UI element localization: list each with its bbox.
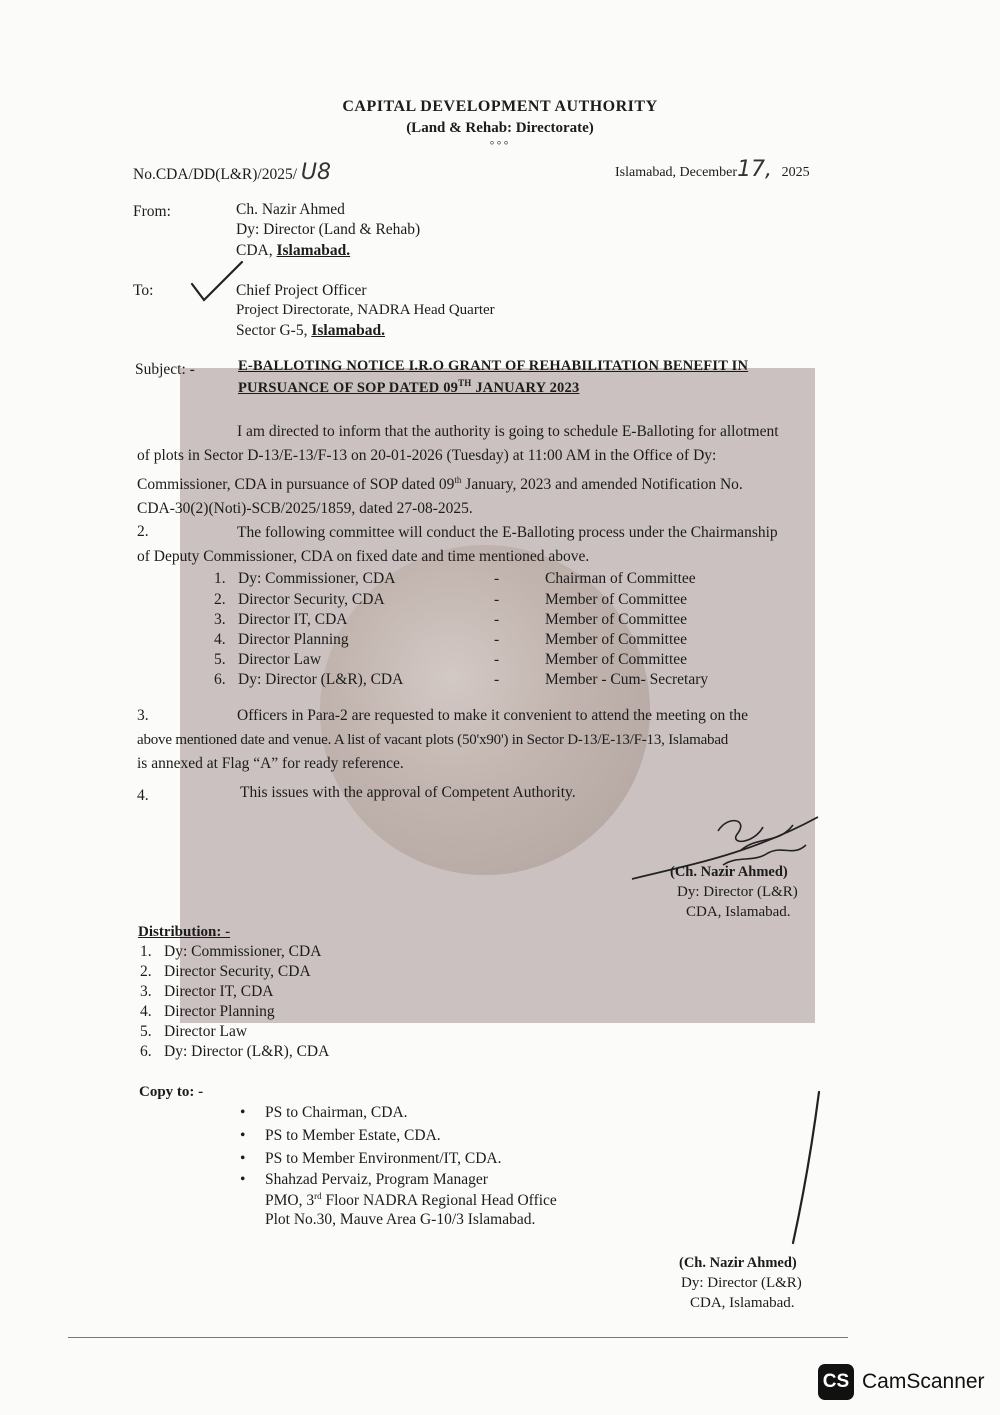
- paragraph-3: [137, 704, 840, 776]
- para4-text: This issues with the approval of Competent Authority.: [240, 784, 576, 801]
- distribution-num: 6.: [140, 1043, 152, 1060]
- distribution-label: Distribution: -: [138, 924, 231, 940]
- committee-dash: -: [494, 611, 500, 628]
- committee-role: Member of Committee: [545, 631, 688, 648]
- committee-role: Member of Committee: [545, 651, 688, 668]
- committee-dash: -: [494, 631, 500, 648]
- distribution-item: [140, 1043, 329, 1061]
- place-date: [615, 157, 810, 182]
- bullet-icon: •: [240, 1171, 246, 1188]
- committee-role: Member - Cum- Secretary: [545, 671, 709, 688]
- para1-line2: of plots in Sector D-13/E-13/F-13 on 20-01-2026 (Tuesday) at 11:00 AM in the Office of Dy:: [137, 447, 717, 464]
- copy-to-address-line: Plot No.30, Mauve Area G-10/3 Islamabad.: [265, 1211, 536, 1228]
- para2-line1: [137, 521, 840, 545]
- distribution-text: Dy: Commissioner, CDA: [164, 943, 322, 960]
- date-year: 2025: [781, 165, 810, 180]
- from-label: From:: [133, 203, 171, 220]
- copy-to-item: [240, 1171, 488, 1189]
- address-sup: rd: [314, 1191, 322, 1201]
- para4-number: 4.: [137, 787, 149, 804]
- from-place-a: CDA,: [236, 242, 277, 259]
- para1-sup: th: [454, 475, 462, 485]
- committee-row: [214, 651, 321, 669]
- committee-row: [214, 671, 403, 689]
- committee-name: Director Planning: [238, 631, 349, 648]
- distribution-num: 3.: [140, 983, 152, 1000]
- distribution-text: Director Planning: [164, 1003, 275, 1020]
- signature1-name: (Ch. Nazir Ahmed): [670, 864, 788, 880]
- committee-name: Director Law: [238, 651, 322, 668]
- committee-dash: -: [494, 570, 500, 587]
- para1-line4: CDA-30(2)(Noti)-SCB/2025/1859, dated 27-08-2025.: [137, 500, 473, 518]
- copy-to-item: [240, 1127, 441, 1145]
- paragraph-2: [137, 521, 840, 569]
- copy-to-item: [240, 1104, 408, 1122]
- committee-name: Director Security, CDA: [238, 591, 385, 608]
- header-ornament: ◦◦◦: [489, 136, 511, 151]
- signature1-place: CDA, Islamabad.: [686, 904, 791, 920]
- distribution-text: Director Security, CDA: [164, 963, 311, 980]
- committee-num: 1.: [214, 570, 226, 587]
- from-title: Dy: Director (Land & Rehab): [236, 221, 421, 238]
- signature2-title: Dy: Director (L&R): [681, 1275, 802, 1291]
- ref-no-text: No.CDA/DD(L&R)/2025/: [133, 166, 298, 183]
- committee-name: Director IT, CDA: [238, 611, 348, 628]
- camscanner-brand: CamScanner: [862, 1370, 985, 1393]
- para1-line3-a: Commissioner, CDA in pursuance of SOP dated 09: [137, 476, 455, 494]
- distribution-num: 4.: [140, 1003, 152, 1020]
- reference-number: [133, 160, 331, 185]
- distribution-item: [140, 943, 321, 961]
- subject-sup: TH: [458, 378, 472, 388]
- to-place-b: Islamabad.: [311, 322, 385, 339]
- copy-to-item: [240, 1150, 502, 1168]
- distribution-text: Director IT, CDA: [164, 983, 274, 1000]
- distribution-text: Director Law: [164, 1023, 248, 1040]
- para2-line2: of Deputy Commissioner, CDA on fixed date and time mentioned above.: [137, 548, 590, 565]
- signature2-name: (Ch. Nazir Ahmed): [679, 1255, 797, 1271]
- paragraph-1: [137, 420, 840, 521]
- distribution-item: [140, 1003, 275, 1021]
- copy-to-text: Shahzad Pervaiz, Program Manager: [265, 1171, 488, 1188]
- org-title: CAPITAL DEVELOPMENT AUTHORITY: [342, 98, 658, 115]
- distribution-item: [140, 983, 273, 1001]
- from-name: Ch. Nazir Ahmed: [236, 201, 345, 218]
- committee-name: Dy: Director (L&R), CDA: [238, 671, 404, 688]
- copy-to-address-line: [265, 1191, 557, 1210]
- committee-role: Member of Committee: [545, 611, 688, 628]
- address-b: Floor NADRA Regional Head Office: [321, 1192, 557, 1210]
- para3-line3: is annexed at Flag “A” for ready reference.: [137, 755, 404, 772]
- subject-line-1: E-BALLOTING NOTICE I.R.O GRANT OF REHABILITATION BENEFIT IN: [238, 358, 749, 374]
- camscanner-logo-icon: CS: [818, 1364, 854, 1400]
- committee-num: 5.: [214, 651, 226, 668]
- signature1-title: Dy: Director (L&R): [677, 884, 798, 900]
- distribution-num: 1.: [140, 943, 152, 960]
- para3-line2: above mentioned date and venue. A list of vacant plots (50'x90') in Sector D-13/E-13/F-13, Islamabad: [137, 732, 729, 748]
- subject-line-2-a: PURSUANCE OF SOP DATED 09: [238, 379, 459, 396]
- to-title: Project Directorate, NADRA Head Quarter: [236, 302, 495, 318]
- copy-to-label: Copy to: -: [139, 1084, 204, 1100]
- distribution-num: 2.: [140, 963, 152, 980]
- signature2-place: CDA, Islamabad.: [690, 1295, 795, 1311]
- subject-line-2: [238, 378, 579, 397]
- copy-to-text: PS to Member Estate, CDA.: [265, 1127, 441, 1144]
- from-place: [236, 242, 350, 260]
- signature-stroke-icon: [785, 1088, 825, 1248]
- committee-row: [214, 611, 347, 629]
- committee-row: [214, 570, 395, 588]
- para1-line3: [137, 468, 840, 497]
- place-date-text: Islamabad, December: [615, 165, 738, 180]
- para3-line1: [137, 704, 840, 728]
- from-place-b: Islamabad.: [276, 242, 351, 259]
- committee-dash: -: [494, 591, 500, 608]
- committee-num: 3.: [214, 611, 226, 628]
- committee-role: Member of Committee: [545, 591, 688, 608]
- dept-title: (Land & Rehab: Directorate): [406, 120, 594, 136]
- ref-no-handwritten: U8: [300, 160, 332, 185]
- committee-dash: -: [494, 671, 500, 688]
- committee-name: Dy: Commissioner, CDA: [238, 570, 396, 587]
- committee-row: [214, 631, 349, 649]
- to-name: Chief Project Officer: [236, 282, 367, 299]
- committee-num: 6.: [214, 671, 226, 688]
- bullet-icon: •: [240, 1104, 246, 1121]
- copy-to-text: PS to Chairman, CDA.: [265, 1104, 408, 1121]
- bullet-icon: •: [240, 1150, 246, 1167]
- committee-row: [214, 591, 385, 609]
- committee-role: Chairman of Committee: [545, 570, 696, 587]
- copy-to-text: PS to Member Environment/IT, CDA.: [265, 1150, 502, 1167]
- para3-line1-text: Officers in Para-2 are requested to make it convenient to attend the meeting on the: [237, 707, 749, 724]
- para2-line1-text: The following committee will conduct the E-Balloting process under the Chairmanship: [237, 524, 778, 541]
- to-place: [236, 322, 385, 340]
- distribution-num: 5.: [140, 1023, 152, 1040]
- para3-number: 3.: [137, 707, 149, 724]
- bullet-icon: •: [240, 1127, 246, 1144]
- committee-num: 2.: [214, 591, 226, 608]
- scan-edge-line: [68, 1337, 848, 1338]
- distribution-item: [140, 963, 311, 981]
- date-handwritten: 17,: [737, 157, 773, 182]
- distribution-text: Dy: Director (L&R), CDA: [164, 1043, 330, 1060]
- para2-number: 2.: [137, 523, 149, 540]
- committee-dash: -: [494, 651, 500, 668]
- committee-num: 4.: [214, 631, 226, 648]
- para1-line3-b: January, 2023 and amended Notification No.: [461, 476, 743, 494]
- to-label: To:: [133, 282, 154, 299]
- para1-line1-text: I am directed to inform that the authority is going to schedule E-Balloting for allotment: [237, 423, 779, 440]
- to-place-a: Sector G-5,: [236, 322, 312, 339]
- distribution-item: [140, 1023, 247, 1041]
- para1-line1: [137, 420, 840, 444]
- subject-label: Subject: -: [135, 361, 195, 378]
- address-a: PMO, 3: [265, 1192, 315, 1210]
- subject-line-2-b: JANUARY 2023: [471, 379, 580, 396]
